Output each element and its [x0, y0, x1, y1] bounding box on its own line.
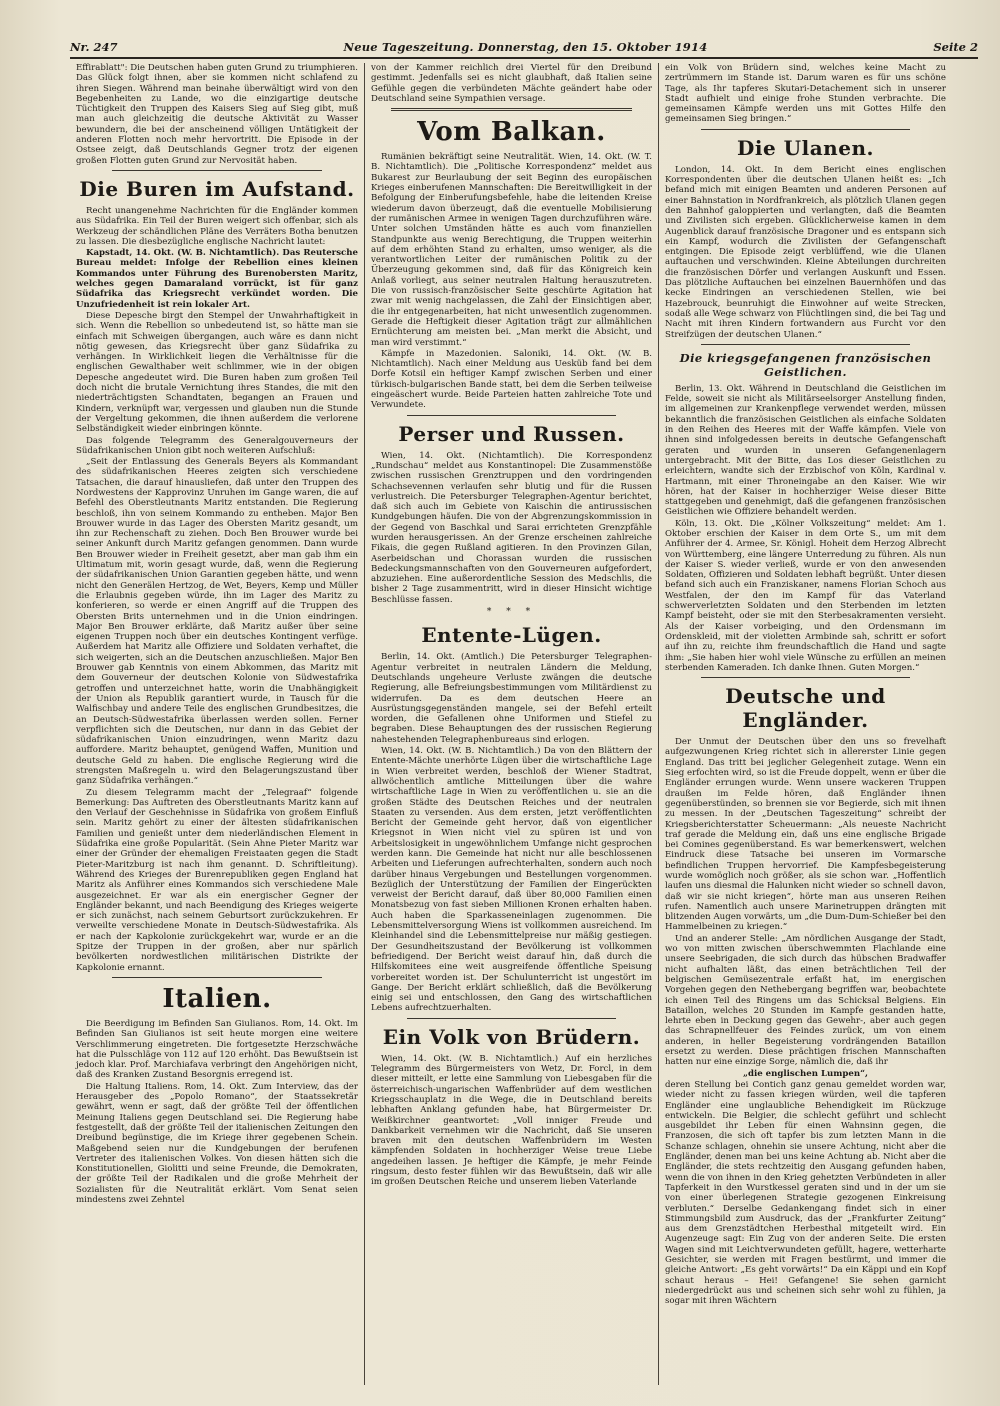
columns [70, 63, 978, 1385]
paragraph: Effirablatt": Die Deutschen haben guten Grund zu triumphieren. Das Glück folgt ihnen, aber sie kommen nicht schlafend zu ihren Siegen. Während man beinahe überwältigt wird von den Begebenheiten zu Lande, wo die einzigartige deutsche Tüchtigkeit den Truppen des Kaisers Sieg auf Sieg gibt, muß man auch gleichzeitig die deutsche Aktivität zu Wasser bewundern, die bei der anscheinend völligen Untätigkeit der anderen Flotten noch mehr hervortritt. Die Episode in der Ostsee zeigt, daß Deutschlands Gegner trotz der eigenen großen Flotten guten Grund zur Nervosität haben. [76, 63, 358, 166]
divider [701, 677, 910, 678]
paragraph: deren Stellung bei Contich ganz genau gemeldet worden war, wieder nicht zu fassen kriegen würden, weil die tapferen Engländer eine unglaubliche Behendigkeit im Rückzuge entwickeln. Die Belgier, die schlecht geführt und schlecht ausgebildet ihr Leben für einen Wahnsinn gegen, die Franzosen, die sich oft tapfer bis zum letzten Mann in die Schanze schlagen, ohnehin sie unsere Achtung, nicht aber die Engländer, denen man bei uns keine Achtung ab. Nicht aber die Engländer, die stets rechtzeitig den Ausgang gefunden haben, wenn die von ihnen in den Krieg gehetzten Verbündeten in aller Tapferkeit in den Wurstkessel geraten sind und in der um sie von einer überlegenen Strategie gezogenen Einkreisung verbluten.“ Derselbe Gedankengang findet sich in einer Stimmungsbild zum Ausdruck, das der „Frankfurter Zeitung“ aus dem Grenzstädtchen Herbesthal mitgeteilt wird. Ein Augenzeuge sagt: Ein Zug von der anderen Seite. Die ersten Wagen sind mit Leichtverwundeten gefüllt, hagere, wetterharte Gesichter, sie werden mit Fragen bestürmt, und immer die gleiche Antwort: „Es geht vorwärts!“ Da ein Käppi und ein Kopf schaut heraus – Hei! Gefangene! Sie sehen garnicht niedergedrückt aus und scheinen sich sehr wohl zu fühlen, ja sogar mit ihren Wächtern [665, 1079, 946, 1307]
divider [391, 108, 632, 111]
column-2 [364, 63, 658, 1385]
headline-ulanen: Die Ulanen. [737, 135, 874, 160]
page-number: Seite 2 [933, 40, 978, 54]
issue-number: Nr. 247 [70, 40, 118, 54]
page-header [70, 40, 978, 59]
paragraph: Recht unangenehme Nachrichten für die Engländer kommen aus Südafrika. Ein Teil der Buren weigert sich offenbar, sich als Werkzeug der schändlichen Pläne des Verräters Botha benutzen zu lassen. Die diesbezügliche englische Nachricht lautet: [76, 205, 358, 247]
headline-buren: Die Buren im Aufstand. [79, 176, 355, 201]
masthead-line: Neue Tageszeitung. Donnerstag, den 15. Oktober 1914 [343, 40, 708, 54]
paragraph: „Seit der Entlassung des Generals Beyers als Kommandant des südafrikanischen Heeres zeigten sich verschiedene Tatsachen, die darauf hinausliefen, daß unter den Truppen des Nordwestens der Kapprovinz Unruhen im Gange waren, die auf Befehl des Oberstleutnants Maritz entstanden. Die Regierung beschloß, ihn von seinem Kommando zu entheben. Major Ben Brouwer wurde in das Lager des Obersten Maritz gesandt, um ihn zur Rechenschaft zu ziehen. Doch Ben Brouwer wurde bei seiner Ankunft durch Maritz gefangen genommen. Dann wurde Ben Brouwer wieder in Freiheit gesetzt, aber man gab ihm ein Ultimatum mit, worin gesagt wurde, daß, wenn die Regierung der südafrikanischen Union Garantien gegeben hätte, und wenn nicht den Generälen Hertzog, de Wet, Beyers, Kemp und Müller die Erlaubnis gegeben würde, ihn im Lager des Maritz zu konferieren, so werde er einen Angriff auf die Truppen des Obersten Brits unternehmen und in die Union eindringen. Major Ben Brouwer erklärte, daß Maritz außer über seine eigenen Truppen noch über ein deutsches Kontingent verfüge. Außerdem hat Maritz alle Offiziere und Soldaten verhaftet, die sich weigerten, sich an die Deutschen anzuschließen. Major Ben Brouwer gab Kenntnis von einem Abkommen, das Maritz mit dem Gouverneur der deutschen Kolonie von Südwestafrika getroffen und unterzeichnet hatte, worin die Unabhängigkeit der Union als Republik garantiert wurde, in Tausch für die Walfischbay und andere Teile des englischen Grundbesitzes, die an Deutsch-Südwestafrika überlassen werden sollen. Ferner verpflichten sich die Deutschen, nur dann in das Gebiet der südafrikanischen Union einzudringen, wenn Maritz dazu auffordere. Maritz behauptet, genügend Waffen, Munition und deutsche Geld zu haben. Die englische Regierung wird die strengsten Maßregeln u. wird den Belagerungszustand über ganz Südafrika verhängen.“ [76, 457, 358, 787]
divider [701, 344, 910, 345]
headline-volk: Ein Volk von Brüdern. [382, 1024, 641, 1049]
column-1 [70, 63, 364, 1385]
divider [701, 129, 910, 130]
headline-balkan: Vom Balkan. [417, 117, 606, 148]
ornament: * * * [486, 607, 537, 618]
divider [407, 415, 616, 416]
paragraph: Berlin, 14. Okt. (Amtlich.) Die Petersburger Telegraphen-Agentur verbreitet in neutralen Ländern die Meldung, Deutschlands ungeheure Verluste zwängen die deutsche Regierung, alle Befreiungsbestimmungen vom Militärdienst zu widerrufen. Da es dem deutschen Heere an Ausrüstungsgegenständen mangele, sei der Befehl erteilt worden, die Gefallenen ohne Uniformen und Stiefel zu begraben. Diese Behauptungen des der russischen Regierung nahestehenden Telegraphenbureaus sind erlogen. [371, 652, 652, 745]
quoted-line: „die englischen Lumpen“, [743, 1068, 868, 1079]
paragraph: Kämpfe in Mazedonien. Saloniki, 14. Okt. (W. B. Nichtamtlich). Nach einer Meldung aus Uesküb fand bei dem Dorfe Kotsil ein heftiger Kampf zwischen Serben und einer türkisch-bulgarischen Bande statt, bei dem die Serben teilweise eingeäschert wurde. Beide Parteien hatten zahlreiche Tote und Verwundete. [371, 348, 652, 411]
paragraph: Zu diesem Telegramm macht der „Telegraaf“ folgende Bemerkung: Das Auftreten des Oberstleutnants Maritz kann auf den Verlauf der Geschehnisse in Südafrika von großem Einfluß sein. Maritz gehört zu einer der ältesten südafrikanischen Familien und genießt unter dem niederländischen Element in Südafrika eine große Popularität. (Sein Ahne Pieter Maritz war einer der Gründer der ehemaligen Freistaaten gegen die Stadt Pieter-Maritzburg ist nach ihm genannt. D. Schriftleitung). Während des Krieges der Burenrepubliken gegen England hat Maritz als Anführer eines Kommandos sich verschiedene Male ausgezeichnet. Er war als ein energischer Gegner der Engländer bekannt, und nach Beendigung des Krieges weigerte er sich zunächst, nach seinem Geburtsort zurückzukehren. Er verweilte verschiedene Monate in Deutsch-Südwestafrika. Als er nach der Kapkolonie zurückgekehrt war, wurde er an die Spitze der Truppen in der großen, aber nur spärlich bevölkerten nordwestlichen militärischen Distrikte der Kapkolonie ernannt. [76, 787, 358, 973]
paragraph: Die Haltung Italiens. Rom, 14. Okt. Zum Interview, das der Herausgeber des „Popolo Romano“, der Staatssekretär gewährt, wenn er sagt, daß der größte Teil der öffentlichen Meinung Italiens gegen Deutschland sei. Die Regierung habe festgestellt, daß der größte Teil der italienischen Zeitungen den Dreibund begünstige, die im Kriege ihrer gegebenen Schein. Maßgebend seien nur die Kundgebungen der berufenen Vertreter des italienischen Volkes. Von diesen hätten sich die Konstitutionellen, Giolitti und seine Freunde, die Demokraten, der größte Teil der Radikalen und die große Mehrheit der Sozialisten für die Neutralität erklärt. Vom Senat seien mindestens zwei Zehntel [76, 1081, 358, 1205]
divider [112, 170, 322, 171]
paragraph: Das folgende Telegramm des Generalgouverneurs der Südafrikanischen Union gibt noch weiteren Aufschluß: [76, 435, 358, 456]
column-3 [658, 63, 952, 1385]
paragraph: Und an anderer Stelle: „Am nördlichen Ausgange der Stadt, wo von mitten zwischen überschwemmten Flachlande eine unsere Seebrigaden, die sich durch das hübschen Bradwaffer nicht aufhalten läßt, das einen beträchtlichen Teil der belgischen Gemüsezentrale erfaßt hat, im energischen Vorgehen gegen den Nethebergang begriffen war, beobachtete ich einen Teil des Ringens um das Schicksal Belgiens. Ein Bataillon, welches 20 Stunden im Kampfe gestanden hatte, lehrte eben in Deckung gegen das Gewehr-, aber auch gegen das Schrapnellfeuer des Feindes zurück, um von einem anderen, in heller Begeisterung vordrängenden Bataillon ersetzt zu werden. Diese prächtigen frischen Mannschaften hatten nur eine einzige Sorge, nämlich die, daß ihr [665, 933, 946, 1068]
headline-entente: Entente-Lügen. [421, 623, 602, 648]
paragraph: von der Kammer reichlich drei Viertel für den Dreibund gestimmt. Jedenfalls sei es nicht glaubhaft, daß Italien seine Gefühle gegen die verbündeten Mächte geändert habe oder Deutschland seine Sympathien versage. [371, 63, 652, 104]
headline-geistliche: Die kriegsgefangenen französischen Geistlichen. [679, 350, 932, 379]
divider [407, 1018, 616, 1019]
headline-perser: Perser und Russen. [398, 421, 625, 446]
paragraph: Köln, 13. Okt. Die „Kölner Volkszeitung“ meldet: Am 1. Oktober erschien der Kaiser in dem Orte S., um mit dem Anführer der 4. Armee, Sr. Königl. Hoheit dem Herzog Albrecht von Württemberg, eine längere Unterredung zu führen. Als nun der Kaiser S. wieder verließ, wurde er von den anwesenden Soldaten, Offizieren und Soldaten lebhaft begrüßt. Unter diesen befand sich auch ein Franziskaner, namens Florian Schoch aus Westfalen, der den im Kampf für das Vaterland schwerverletzten Soldaten und den Sterbenden im letzten Kampf beisteht, oder sie mit den Sterbesakramenten versieht. Als der Kaiser vorbeiging, und den Ordensmann im Ordenskleid, mit der violetten Armbinde sah, schritt er sofort auf ihn zu, reichte ihm freundschaftlich die Hand und sagte ihm: „Sie haben hier wohl viele Wünsche zu erfüllen an meinen sterbenden Kameraden. Ich danke Ihnen. Guten Morgen.“ [665, 518, 946, 673]
headline-deutsche-englaender: Deutsche und Engländer. [725, 684, 886, 733]
paragraph: Wien, 14. Okt. (W. B. Nichtamtlich.) Da von den Blättern der Entente-Mächte unerhörte Lügen über die wirtschaftliche Lage in Wien verbreitet werden, beschloß der Wiener Stadtrat, allwöchentlich amtliche Mitteilungen über die wahre wirtschaftliche Lage in Wien zu veröffentlichen u. sie an die großen Städte des Deutschen Reiches und der neutralen Staaten zu versenden. Aus dem ersten, jetzt veröffentlichten Bericht der Gemeinde geht hervor, daß von eigentlicher Kriegsnot in Wien nicht viel zu spüren ist und von Arbeitslosigkeit in ungewöhnlichem Umfange nicht gesprochen werden kann. Die Gemeinde hat nicht nur alle beschlossenen Arbeiten und Lieferungen aufrechterhalten, sondern auch noch darüber hinaus Vergebungen und Bestellungen vorgenommen. Bezüglich der Unterstützung der Familien der Eingerückten verweist der Bericht darauf, daß über 80,000 Familien einen Monatsbezug von fast sieben Millionen Kronen erhalten haben. Auch haben die Sparkasseneinlagen zugenommen. Die Lebensmittelversorgung Wiens ist vollkommen ausreichend. Im Kleinhandel sind die Lebensmittelpreise nur mäßig gestiegen. Der Gesundheitszustand der Bevölkerung ist vollkommen befriedigend. Der Bericht weist darauf hin, daß durch die Hilfskomitees eine weit ausgreifende öffentliche Speisung vorbereitet worden ist. Der Schulunterricht ist ungestört im Gange. Der Bericht erklärt schließlich, daß die Bevölkerung einig sei und entschlossen, den Gang des wirtschaftlichen Lebens aufrechtzuerhalten. [371, 746, 652, 1014]
paragraph: ein Volk von Brüdern sind, welches keine Macht zu zertrümmern im Stande ist. Darum waren es für uns schöne Tage, als Ihr tapferes Skutari-Detachement sich in unserer Stadt aufhielt und einige frohe Stunden verbrachte. Die gemeinsamen Kämpfe werden uns mit Gottes Hilfe den gemeinsamen Sieg bringen.“ [665, 63, 946, 125]
paragraph: London, 14. Okt. In dem Bericht eines englischen Korrespondenten über die deutschen Ulanen heißt es: „Ich befand mich mit einigen Beamten und anderen Personen auf einer Bahnstation in Nordfrankreich, als plötzlich Ulanen gegen den Bahnhof galoppierten und verlangten, daß die Beamten und Zivilisten sich ergeben. Glücklicherweise kamen in dem Augenblick darauf französische Dragoner und es entspann sich ein Kampf, wodurch die Zivilisten der Gefangenschaft entgingen. Die Episode zeigt verblüffend, wie die Ulanen auftauchen und verschwinden. Kleine Abteilungen durchreiten die französischen Dörfer und verlangen Auskunft und Essen. Das plötzliche Auftauchen bei einzelnen Bauernhöfen und das kecke Eindringen an verschiedenen Stellen, wie bei Hazebrouck, beunruhigt die Einwohner auf weite Strecken, sodaß alle Wege schwarz von Flüchtlingen sind, die bei Tag und Nacht mit ihren Kindern fortwandern aus Furcht vor den Streifzügen der deutschen Ulanen.“ [665, 164, 946, 340]
paragraph: Rumänien bekräftigt seine Neutralität. Wien, 14. Okt. (W. T. B. Nichtamtlich). Die „Politische Korrespondenz“ meldet aus Bukarest zur Beurlaubung der seit Beginn des europäischen Krieges einberufenen Mannschaften: Die Bereitwilligkeit in der Befolgung der Einberufungsbefehle, habe die leitenden Kreise wiederum davon überzeugt, daß die eventuelle Mobilisierung der rumänischen Armee in wenigen Tagen durchzuführen wäre. Unter solchen Umständen hätte es auch vom finanziellen Standpunkte aus wenig Berechtigung, die Truppen weiterhin auf dem erhöhten Stand zu erhalten, umso weniger, als die verantwortlichen Leiter der rumänischen Politik zu der Überzeugung gekommen sind, daß für das Königreich kein Anlaß vorliegt, aus seiner neutralen Haltung herauszutreten. Die von russisch-französischer Seite geschürte Agitation hat zwar mit wenig nachgelassen, die Zahl der Einsichtigen aber, die ihr entgegenarbeiten, hat nicht unwesentlich zugenommen. Gerade die Heftigkeit dieser Agitation trägt zur allmählichen Ernüchterung am meisten bei. „Man merkt die Absicht, und man wird verstimmt.“ [371, 152, 652, 348]
paragraph: Berlin, 13. Okt. Während in Deutschland die Geistlichen im Felde, soweit sie nicht als Militärseelsorger Anstellung finden, im allgemeinen zur Krankenpflege verwendet werden, müssen bekanntlich die französischen Geistlichen als einfache Soldaten in den Reihen des Heeres mit der Waffe kämpfen. Viele von ihnen sind infolgedessen bereits in deutsche Gefangenschaft geraten und wurden in unseren Gefangenenlagern untergebracht. Mit der Bitte, das Los dieser Geistlichen zu erleichtern, wandte sich der Erzbischof von Köln, Kardinal v. Hartmann, mit einer Throneingabe an den Kaiser. Wie wir hören, hat der Kaiser in hochherziger Weise dieser Bitte stattgegeben und genehmigt, daß die gefangenen französischen Geistlichen wie Offiziere behandelt werden. [665, 383, 946, 518]
paragraph: Die Beerdigung im Befinden San Giulianos. Rom, 14. Okt. Im Befinden San Giulianos ist seit heute morgen eine weitere Verschlimmerung eingetreten. Die fortgesetzte Herzschwäche hat die Pulsschläge von 112 auf 120 erhöht. Das Bewußtsein ist jedoch klar. Prof. Marchiafava verbringt den Angehörigen nicht, daß des Kranken Zustand Besorgnis erregend ist. [76, 1018, 358, 1081]
divider [112, 977, 322, 978]
paragraph: Wien, 14. Okt. (Nichtamtlich). Die Korrespondenz „Rundschau“ meldet aus Konstantinopel: Die Zusammenstöße zwischen russischen Grenztruppen und den vordringenden Schachsevennen verlaufen sehr blutig und für die Russen verlustreich. Die Petersburger Telegraphen-Agentur berichtet, daß sich auch im Gebiete von Kaischin die antirussischen Kundgebungen häufen. Die von der Abgrenzungskommission in der Gegend von Baschkal und Sarai errichteten Grenzpfähle wurden herausgerissen. An der Grenze erscheinen zahlreiche Fikais, die gegen Rußland agitieren. In den Provinzen Gilan, Aserbeidschan und Chorassan wurden die russischen Bedeckungsmannschaften von den Gouverneuren aufgefordert, abzuziehen. Eine außerordentliche Session des Medschlis, die bisher 2 Tage zusammentritt, wird in dieser Hinsicht wichtige Beschlüsse fassen. [371, 450, 652, 605]
paragraph: Kapstadt, 14. Okt. (W. B. Nichtamtlich). Das Reutersche Bureau meldet: Infolge der Rebellion eines kleinen Kommandos unter Führung des Burenobersten Maritz, welches gegen Damaraland vorrückt, ist für ganz Südafrika das Kriegsrecht verkündet worden. Die Unzufriedenheit ist rein lokaler Art. [76, 248, 358, 310]
paragraph: Der Unmut der Deutschen über den uns so frevelhaft aufgezwungenen Krieg richtet sich in allererster Linie gegen England. Das tritt bei jeglicher Gelegenheit zutage. Wenn ein Sieg erfochten wird, so ist die Freude doppelt, wenn er über die Engländer errungen wurde. Wenn unsere wackeren Truppen draußen im Felde hören, daß Engländer ihnen gegenüberstünden, so brennen sie vor Begierde, sich mit ihnen zu messen. In der „Deutschen Tageszeitung“ schreibt der Kriegsberichterstatter Scheuermann: „Als neueste Nachricht traf gerade die Meldung ein, daß uns eine englische Brigade bei Comines gegenüberstand. Es war bemerkenswert, welchen Eindruck diese Tatsache bei unseren im Vormarsche befindlichen Truppen hervorrief. Die Kampfesbegeisterung wurde womöglich noch größer, als sie schon war. „Hoffentlich laufen uns diesmal die Halunken nicht wieder so schnell davon, daß wir sie nicht kriegen“, hörte man aus unseren Reihen rufen. Namentlich auch unsere Marinetruppen drängten mit blitzenden Augen vorwärts, um „die Dum-Dum-Schießer bei den Hammelbeinen zu kriegen.“ [665, 737, 946, 933]
headline-italien: Italien. [162, 983, 272, 1014]
paragraph: Diese Depesche birgt den Stempel der Unwahrhaftigkeit in sich. Wenn die Rebellion so unbedeutend ist, so hätte man sie einfach mit Schweigen übergangen, auch wäre es dann nicht nötig gewesen, das Kriegsrecht über ganz Südafrika zu verhängen. In Wirklichkeit liegen die Verhältnisse für die englischen Gewalthaber weit schlimmer, wie in der obigen Depesche angedeutet wird. Die Buren haben zum großen Teil doch nicht die brutale Vernichtung ihres Standes, die mit den niederträchtigsten Schandtaten, begangen an Frauen und Kindern, verknüpft war, vergessen und glauben nun die Stunde der Vergeltung gekommen, die ihnen außerdem die verlorene Selbständigkeit wieder einbringen könnte. [76, 310, 358, 435]
paragraph: Wien, 14. Okt. (W. B. Nichtamtlich.) Auf ein herzliches Telegramm des Bürgermeisters von Wetz, Dr. Forcl, in dem dieser mitteilt, er lette eine Sammlung von Liebesgaben für die österreichisch-ungarischen Waffenbrüder auf dem westlichen Kriegsschauplatz in die Wege, die in Deutschland bereits lebhaften Anklang gefunden habe, hat Bürgermeister Dr. Weißkirchner geantwortet: „Voll inniger Freude und Dankbarkeit vernehmen wir die Nachricht, daß Sie unseren braven mit den deutschen Waffenbrüdern im Westen kämpfenden Soldaten in hochherziger Weise treue Liebe angedeihen lassen. Je heftiger die Kämpfe, je mehr Feinde ringsum, desto fester fühlen wir das Bewußtsein, daß wir alle im großen Deutschen Reiche und unserem lieben Vaterlande [371, 1053, 652, 1188]
